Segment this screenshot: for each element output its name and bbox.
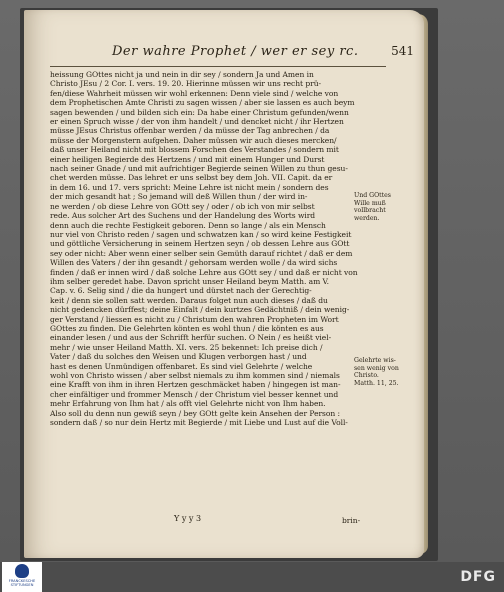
text-line: der mich gesandt hat ; So jemand will deß Willen thun / der wird in-	[50, 192, 308, 202]
text-line: nicht gedencken dürffest; deine Einfalt / dein kurtzes Gedächtniß / dein wenig-	[50, 305, 350, 315]
page-number: 541	[391, 44, 414, 58]
text-line: keit / denn sie sollen satt werden. Daraus folget nun auch dieses / daß du	[50, 295, 328, 305]
text-line: finden / daß er innen wird / daß solche Lehre aus GOtt sey / und daß er nicht von	[50, 267, 358, 277]
text-line: nur viel von Christo reden / sagen und schwatzen kan / so wird keine Festigkeit	[50, 229, 352, 239]
text-line: heissung GOttes nicht ja und nein in dir sey / sondern Ja und Amen in	[50, 70, 314, 79]
text-line: denn auch die rechte Festigkeit geboren. Denn so lange / als ein Mensch	[50, 220, 326, 230]
marginal-note-line: werden.	[354, 214, 380, 222]
marginal-note-line: Und GOttes	[354, 192, 391, 199]
catchword: brin-	[342, 516, 361, 525]
text-line: und göttliche Versicherung in seinem Hertzen seyn / ob dessen Lehre aus GOtt	[50, 239, 350, 249]
text-line: sey oder nicht: Aber wenn einer selber sein Gemüth darauf richtet / daß er dem	[50, 248, 353, 258]
text-line: in dem 16. und 17. vers spricht: Meine Lehre ist nicht mein / sondern des	[50, 182, 329, 192]
marginal-note	[354, 357, 414, 387]
text-line: ihm selber geredet habe. Davon spricht unser Heiland beym Matth. am V.	[50, 276, 329, 286]
viewer-footer	[0, 562, 504, 592]
text-line: daß unser Heiland nicht mit blossem Forschen des Verstandes / sondern mit	[50, 145, 339, 155]
marginal-note-line: Gelehrte wis-	[354, 357, 396, 364]
text-line: nach seiner Gnade / und mit aufrichtiger Begierde seinen Willen zu thun gesu-	[50, 164, 348, 174]
text-line: dem Prophetischen Amte Christi zu sagen wissen / aber sie lassen es auch beym	[50, 98, 355, 108]
library-logo-text: FRANCKESCHE STIFTUNGEN	[8, 579, 36, 588]
text-line: er einen Spruch wisse / der von ihm handelt / und dencket nicht / ihr Hertzen	[50, 117, 344, 127]
text-line: GOttes zu finden. Die Gelehrten könten es wohl thun / die könten es aus	[50, 323, 324, 333]
text-line: ne werden / ob diese Lehre von GOtt sey / oder / ob ich von mir selbst	[50, 201, 315, 211]
text-line: Willen des Vaters / der ihn gesandt / gehorsam werden wolle / da wird sichs	[50, 258, 338, 268]
marginal-note-line: Christo.	[354, 372, 379, 380]
dfg-logo[interactable]: DFG	[460, 569, 496, 585]
header-rule	[50, 66, 386, 67]
text-line: wohl von Christo wissen / aber selbst niemals zu ihm kommen sind / niemals	[50, 371, 340, 380]
text-line: Cap. v. 6. Selig sind / die da hungert und dürstet nach der Gerechtig-	[50, 286, 312, 296]
text-line: chet werden müsse. Das lehret er uns selbst bey dem Joh. VII. Capit. da er	[50, 173, 333, 183]
library-logo[interactable]	[2, 562, 42, 592]
marginal-note-line: vollbracht	[354, 207, 386, 215]
text-line: mehr Erfahrung von Ihm hat / als offt viel Gelehrte nicht von Ihm haben.	[50, 399, 326, 409]
book-page	[24, 10, 424, 558]
page-header	[94, 42, 414, 64]
text-line: einander lesen / und aus der Schrifft herfür suchen. O Nein / es heißt viel-	[50, 333, 332, 343]
text-line: ger Verstand / liessen es nicht zu / Christum den wahren Propheten im Wort	[50, 314, 339, 324]
marginal-note-line: Matth. 11, 25.	[354, 379, 399, 387]
page-body	[50, 70, 358, 428]
text-line: sagen bewenden / und bilden sich ein: Da habe einer Christum gefunden/wenn	[50, 107, 349, 117]
text-line: eine Krafft von ihm in ihren Hertzen geschmäcket haben / hingegen ist man-	[50, 380, 341, 390]
crest-icon	[15, 564, 29, 578]
signature-mark: Y y y 3	[174, 514, 202, 523]
text-line: hast es denen Unmündigen offenbaret. Es sind viel Gelehrte / welche	[50, 361, 313, 371]
text-line: Vater / daß du solches den Weisen und Klugen verborgen hast / und	[50, 352, 307, 362]
text-line: mehr / wie unser Heiland Matth. XI. vers. 25 bekennet: Ich preise dich /	[50, 342, 323, 352]
text-line: Also soll du denn nun gewiß seyn / bey GOtt gelte kein Ansehen der Person :	[50, 408, 341, 418]
marginal-note-line: Wille muß	[354, 199, 386, 207]
marginal-note	[354, 192, 414, 222]
text-line: fen/diese Wahrheit müssen wir wohl erkennen: Denn viele sind / welche von	[50, 88, 339, 98]
text-line: rede. Aus solcher Art des Suchens und der Handelung des Worts wird	[50, 211, 316, 221]
text-line: cher einfältiger und frommer Mensch / der Christum viel besser kennet und	[50, 389, 339, 399]
running-head: Der wahre Prophet / wer er sey rc.	[112, 44, 359, 59]
text-line: Christo JEsu / 2 Cor. I. vers. 19. 20. Hierinne müssen wir uns recht prü-	[50, 79, 322, 89]
text-line: einer heiligen Begierde des Hertzens / und mit einem Hunger und Durst	[50, 154, 325, 164]
text-line: sondern daß / so nur dein Hertz mit Begierde / mit Liebe und Lust auf die Voll-	[50, 418, 348, 428]
marginal-note-line: sen wenig von	[354, 364, 399, 372]
text-line: müsse JEsus Christus offenbar werden / da müsse der Tag anbrechen / da	[50, 126, 330, 136]
text-line: müsse der Morgenstern aufgehen. Daher müssen wir auch dieses mercken/	[50, 135, 337, 145]
